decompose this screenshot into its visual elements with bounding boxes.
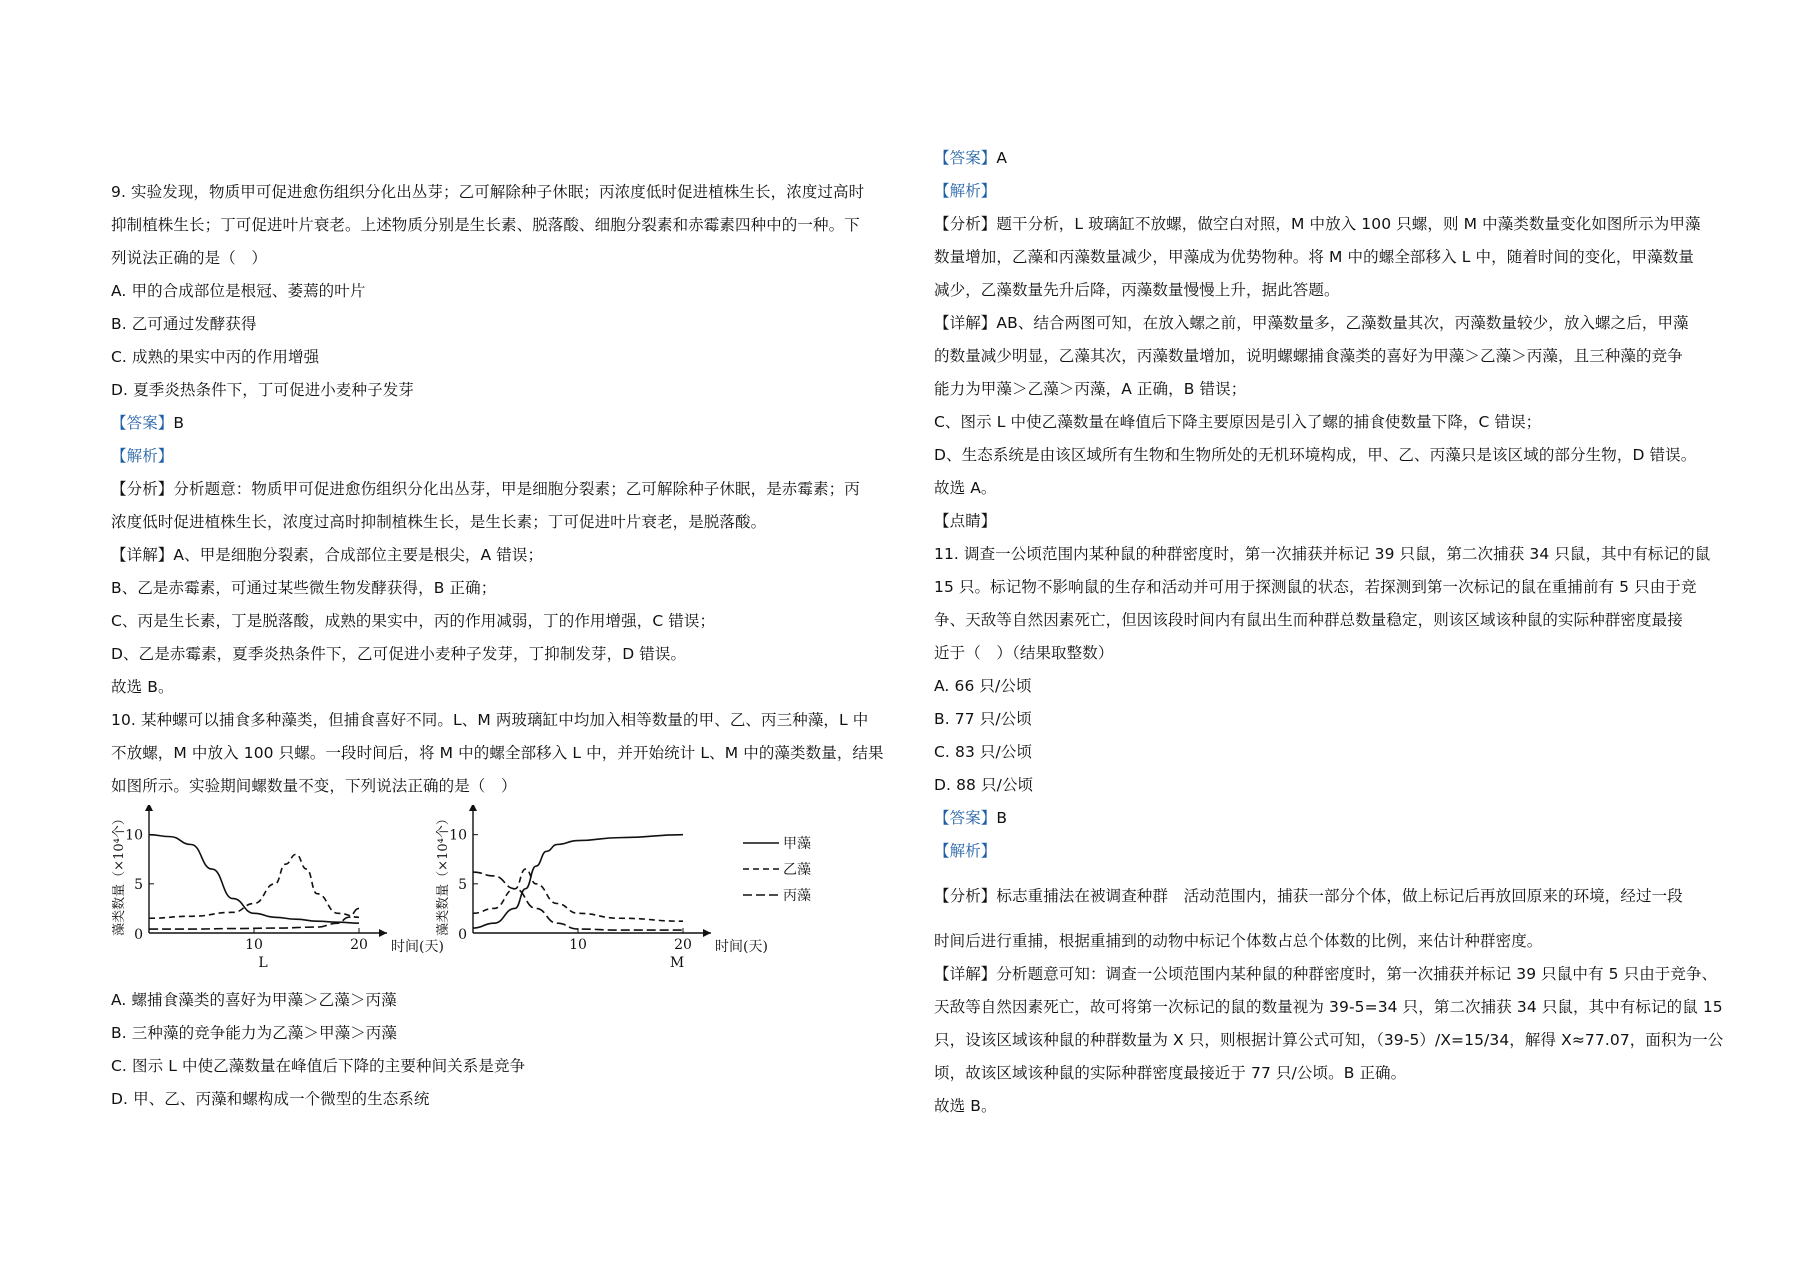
q10-fenxi-line: [934, 208, 1734, 241]
y-axis-label: 藻类数量（×10⁴个）: [112, 812, 127, 936]
q11-stem-line: 近于（ ）（结果取整数）: [934, 644, 1114, 662]
question-11: [934, 538, 1734, 1123]
q9-option-c: C. 成熟的果实中丙的作用增强: [111, 348, 320, 366]
answer-tag: 【答案】: [934, 149, 997, 167]
fenxi-tag: 【分析】: [111, 480, 174, 498]
origin-label: 0: [134, 927, 143, 943]
x-axis-label: 时间(天): [715, 939, 768, 955]
y-tick-label: 10: [449, 827, 467, 844]
origin-label: 0: [458, 927, 467, 943]
fenxi-tag: 【分析】: [934, 887, 997, 905]
q11-xiangjie-line: 天敌等自然因素死亡，故可将第一次标记的鼠的数量视为 39-5=34 只，第二次捕获 34 只鼠，其中有标记的鼠 15: [934, 998, 1723, 1016]
q10-xiangjie-line: D、生态系统是由该区域所有生物和生物所处的无机环境构成，甲、乙、丙藻只是该区域的部分生物，D 错误。: [934, 446, 1697, 464]
y-tick-label: 5: [458, 876, 467, 893]
answer-value: B: [173, 414, 185, 432]
analysis-tag: 【解析】: [934, 842, 997, 860]
q9-fenxi-line: [111, 473, 911, 506]
q11-stem-line: 15 只。标记物不影响鼠的生存和活动并可用于探测鼠的状态，若探测到第一次标记的鼠在重捕前有 5 只由于竞: [934, 578, 1697, 596]
q11-fenxi-line: [934, 880, 1734, 913]
q10-analysis-heading: [934, 175, 1734, 208]
q9-xiangjie-line: [111, 539, 911, 572]
series-line-丙藻: [473, 872, 683, 930]
fenxi-text: 分析题意：物质甲可促进愈伤组织分化出丛芽，甲是细胞分裂素；乙可解除种子休眠，是赤霉素；丙: [173, 480, 860, 498]
x-tick-label: 20: [674, 937, 692, 953]
question-10: [111, 704, 911, 1116]
q10-xiangjie-line: [934, 307, 1734, 340]
xiangjie-tag: 【详解】: [934, 314, 997, 332]
y-axis-label: 藻类数量（×10⁴个）: [436, 812, 451, 936]
left-column: [111, 176, 911, 1116]
q10-stem-line: 10. 某种螺可以捕食多种藻类，但捕食喜好不同。L、M 两玻璃缸中均加入相等数量的甲、乙、丙三种藻，L 中: [111, 711, 869, 729]
analysis-tag: 【解析】: [934, 182, 997, 200]
q9-stem-line: 9. 实验发现，物质甲可促进愈伤组织分化出丛芽；乙可解除种子休眠；丙浓度低时促进植株生长，浓度过高时: [111, 183, 865, 201]
right-column: [934, 142, 1734, 1123]
q11-stem-line: 争、天敌等自然因素死亡，但因该段时间内有鼠出生而种群总数量稳定，则该区域该种鼠的实际种群密度最接: [934, 611, 1683, 629]
q10-stem-line: 如图所示。实验期间螺数量不变，下列说法正确的是（ ）: [111, 777, 517, 795]
xiangjie-tag: 【详解】: [111, 546, 174, 564]
q9-analysis-heading: [111, 440, 911, 473]
q10-stem-line: 不放螺，M 中放入 100 只螺。一段时间后，将 M 中的螺全部移入 L 中，并开始统计 L、M 中的藻类数量，结果: [111, 744, 884, 762]
q11-option-c: C. 83 只/公顷: [934, 743, 1033, 761]
q10-dianjing: 【点睛】: [934, 512, 997, 530]
q10-xiangjie-line: 能力为甲藻＞乙藻＞丙藻，A 正确，B 错误；: [934, 380, 1247, 398]
q10-option-c: C. 图示 L 中使乙藻数量在峰值后下降的主要种间关系是竞争: [111, 1057, 526, 1075]
series-line-乙藻: [149, 854, 359, 918]
q9-option-a: A. 甲的合成部位是根冠、萎蔫的叶片: [111, 282, 366, 300]
q11-option-b: B. 77 只/公顷: [934, 710, 1032, 728]
spacer: [934, 913, 1734, 925]
y-axis-arrow: [469, 805, 477, 811]
x-axis-arrow: [703, 929, 711, 937]
chart-caption: L: [258, 955, 268, 971]
x-tick-label: 10: [245, 937, 263, 953]
q10-fenxi-line: 减少，乙藻数量先升后降，丙藻数量慢慢上升，据此答题。: [934, 281, 1340, 299]
answer-value: B: [996, 809, 1008, 827]
q9-conclusion: 故选 B。: [111, 678, 174, 696]
series-line-丙藻: [149, 908, 359, 929]
q10-xiangjie-line: 的数量减少明显，乙藻其次，丙藻数量增加，说明螺螺捕食藻类的喜好为甲藻＞乙藻＞丙藻，且三种藻的竞争: [934, 347, 1683, 365]
q9-answer: [111, 407, 911, 440]
fenxi-text: 题干分析，L 玻璃缸不放螺，做空白对照，M 中放入 100 只螺，则 M 中藻类数量变化如图所示为甲藻: [996, 215, 1701, 233]
legend-label: 丙藻: [783, 888, 811, 904]
q10-option-b: B. 三种藻的竞争能力为乙藻＞甲藻＞丙藻: [111, 1024, 397, 1042]
answer-value: A: [996, 149, 1008, 167]
q9-xiangjie-line: B、乙是赤霉素，可通过某些微生物发酵获得，B 正确；: [111, 579, 497, 597]
q9-option-b: B. 乙可通过发酵获得: [111, 315, 257, 333]
legend-label: 甲藻: [783, 836, 811, 852]
y-tick-label: 5: [134, 876, 143, 893]
fenxi-text: 标志重捕法在被调查种群 活动范围内，捕获一部分个体，做上标记后再放回原来的环境，经过一段: [996, 887, 1683, 905]
xiangjie-text: A、甲是细胞分裂素，合成部位主要是根尖，A 错误；: [173, 546, 544, 564]
q11-xiangjie-line: 顷，故该区域该种鼠的实际种群密度最接近于 77 只/公顷。B 正确。: [934, 1064, 1407, 1082]
q11-fenxi-line: 时间后进行重捕，根据重捕到的动物中标记个体数占总个体数的比例，来估计种群密度。: [934, 932, 1543, 950]
q11-option-a: A. 66 只/公顷: [934, 677, 1032, 695]
q9-xiangjie-line: C、丙是生长素，丁是脱落酸，成熟的果实中，丙的作用减弱，丁的作用增强，C 错误；: [111, 612, 716, 630]
q9-stem-line: 抑制植株生长；丁可促进叶片衰老。上述物质分别是生长素、脱落酸、细胞分裂素和赤霉素四种中的一种。下: [111, 216, 860, 234]
chart-caption: M: [669, 955, 685, 971]
y-tick-label: 10: [125, 827, 143, 844]
q11-conclusion: 故选 B。: [934, 1097, 997, 1115]
question-9: [111, 176, 911, 704]
answer-tag: 【答案】: [111, 414, 174, 432]
q11-stem-line: 11. 调查一公顷范围内某种鼠的种群密度时，第一次捕获并标记 39 只鼠，第二次捕获 34 只鼠，其中有标记的鼠: [934, 545, 1711, 563]
q10-fenxi-line: 数量增加，乙藻和丙藻数量减少，甲藻成为优势物种。将 M 中的螺全部移入 L 中，随着时间的变化，甲藻数量: [934, 248, 1694, 266]
xiangjie-text: 分析题意可知：调查一公顷范围内某种鼠的种群密度时，第一次捕获并标记 39 只鼠中有 5 只由于竞争、: [996, 965, 1718, 983]
q10-figure: [111, 805, 911, 980]
q9-xiangjie-line: D、乙是赤霉素，夏季炎热条件下，乙可促进小麦种子发芽，丁抑制发芽，D 错误。: [111, 645, 687, 663]
algae-charts-svg: [111, 805, 911, 980]
xiangjie-tag: 【详解】: [934, 965, 997, 983]
q11-xiangjie-line: [934, 958, 1734, 991]
analysis-tag: 【解析】: [111, 447, 174, 465]
x-axis-label: 时间(天): [391, 939, 444, 955]
q11-answer: [934, 802, 1734, 835]
y-axis-arrow: [145, 805, 153, 811]
spacer: [934, 868, 1734, 880]
xiangjie-text: AB、结合两图可知，在放入螺之前，甲藻数量多，乙藻数量其次，丙藻数量较少，放入螺之后，甲藻: [996, 314, 1689, 332]
x-tick-label: 20: [350, 937, 368, 953]
x-axis-arrow: [379, 929, 387, 937]
answer-tag: 【答案】: [934, 809, 997, 827]
q9-stem-line: 列说法正确的是（ ）: [111, 249, 268, 267]
legend-label: 乙藻: [783, 862, 811, 878]
q10-option-d: D. 甲、乙、丙藻和螺构成一个微型的生态系统: [111, 1090, 430, 1108]
series-line-乙藻: [473, 869, 683, 921]
x-tick-label: 10: [569, 937, 587, 953]
q10-conclusion: 故选 A。: [934, 479, 997, 497]
q11-xiangjie-line: 只，设该区域该种鼠的种群数量为 X 只，则根据计算公式可知，（39-5）/X=15/34，解得 X≈77.07，面积为一公: [934, 1031, 1724, 1049]
series-line-甲藻: [149, 835, 359, 924]
q9-fenxi-line: 浓度低时促进植株生长，浓度过高时抑制植株生长，是生长素；丁可促进叶片衰老，是脱落酸。: [111, 513, 767, 531]
q9-option-d: D. 夏季炎热条件下，丁可促进小麦种子发芽: [111, 381, 414, 399]
q10-option-a: A. 螺捕食藻类的喜好为甲藻＞乙藻＞丙藻: [111, 991, 397, 1009]
q10-xiangjie-line: C、图示 L 中使乙藻数量在峰值后下降主要原因是引入了螺的捕食使数量下降，C 错误；: [934, 413, 1542, 431]
fenxi-tag: 【分析】: [934, 215, 997, 233]
q11-analysis-heading: [934, 835, 1734, 868]
q11-option-d: D. 88 只/公顷: [934, 776, 1034, 794]
q10-answer: [934, 142, 1734, 175]
